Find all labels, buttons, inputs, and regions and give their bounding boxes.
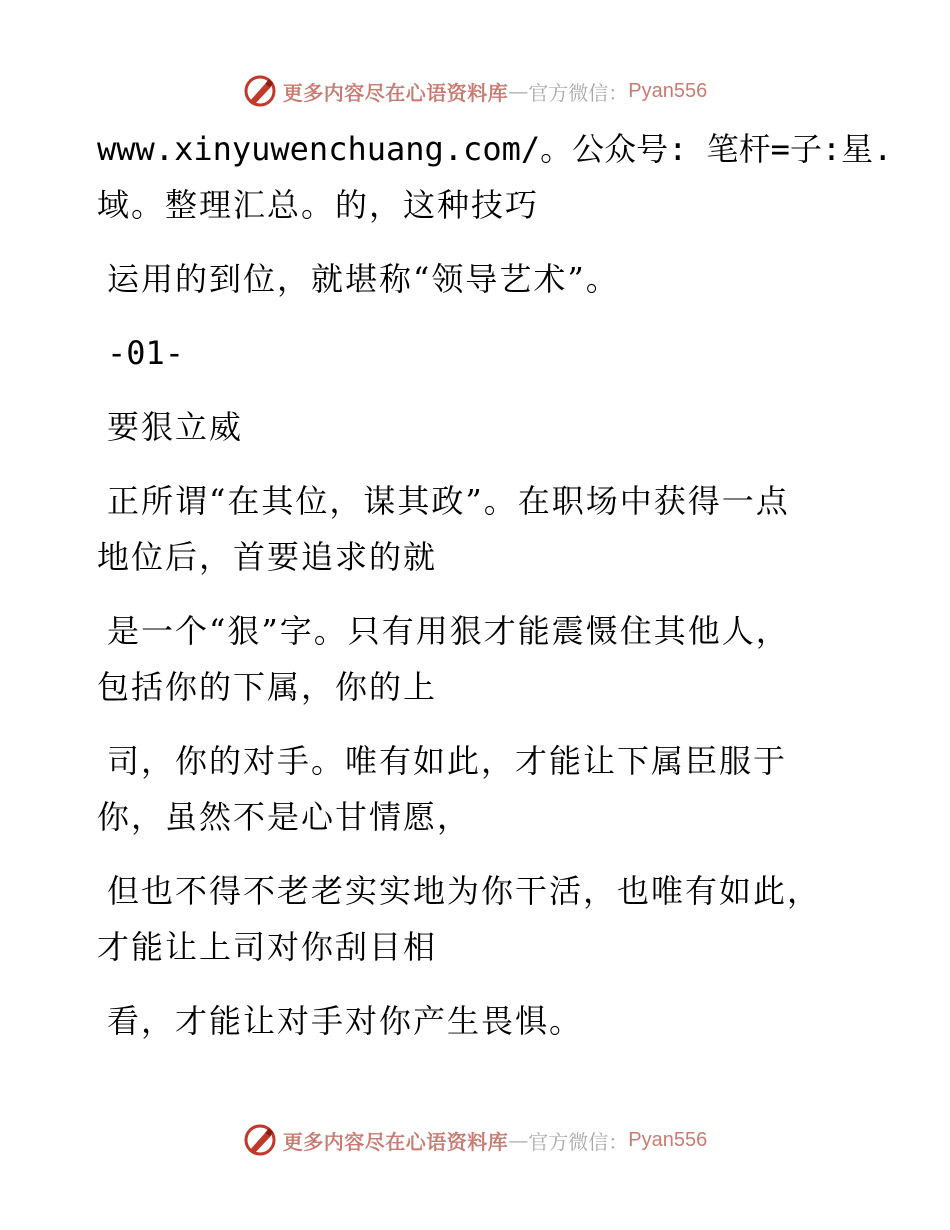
header-promo-text: 更多内容尽在心语资料库 bbox=[282, 80, 509, 105]
footer-wechat-label: 官方微信： bbox=[528, 1129, 629, 1154]
section-number: -01- bbox=[107, 334, 185, 372]
footer-wechat-id: Pyan556 bbox=[628, 1128, 708, 1151]
paragraph-5-line-1: 正所谓“在其位，谋其政”。在职场中获得一点 bbox=[107, 482, 790, 520]
pen-logo-icon bbox=[243, 74, 277, 108]
paragraph-9-line-1: 看，才能让对手对你产生畏惧。 bbox=[107, 1002, 584, 1040]
header-wechat-id: Pyan556 bbox=[628, 79, 708, 102]
document-body bbox=[97, 121, 893, 1049]
paragraph-1-line-2: 域。整理汇总。的，这种技巧 bbox=[97, 186, 540, 224]
paragraph-1-line-1: www.xinyuwenchuang.com/。公众号: 笔杆=子:星. bbox=[97, 130, 893, 168]
paragraph-6-line-2: 包括你的下属，你的上 bbox=[97, 668, 438, 706]
section-heading: 要狠立威 bbox=[107, 408, 244, 446]
footer-promo-text: 更多内容尽在心语资料库 bbox=[282, 1129, 509, 1154]
paragraph-8-line-2: 才能让上司对你刮目相 bbox=[97, 928, 438, 966]
header-separator: — bbox=[508, 79, 529, 103]
paragraph-2-line-1: 运用的到位，就堪称“领导艺术”。 bbox=[107, 260, 620, 298]
footer-banner bbox=[0, 1118, 950, 1162]
paragraph-7-line-2: 你，虽然不是心甘情愿， bbox=[97, 798, 472, 836]
header-banner bbox=[0, 69, 950, 113]
pen-logo-icon bbox=[243, 1123, 277, 1157]
paragraph-7-line-1: 司，你的对手。唯有如此，才能让下属臣服于 bbox=[107, 742, 788, 780]
paragraph-5-line-2: 地位后，首要追求的就 bbox=[97, 538, 438, 576]
paragraph-8-line-1: 但也不得不老老实实地为你干活，也唯有如此， bbox=[107, 872, 822, 910]
header-wechat-label: 官方微信： bbox=[528, 80, 629, 105]
footer-separator: — bbox=[508, 1128, 529, 1152]
paragraph-6-line-1: 是一个“狠”字。只有用狠才能震慑住其他人， bbox=[107, 612, 790, 650]
